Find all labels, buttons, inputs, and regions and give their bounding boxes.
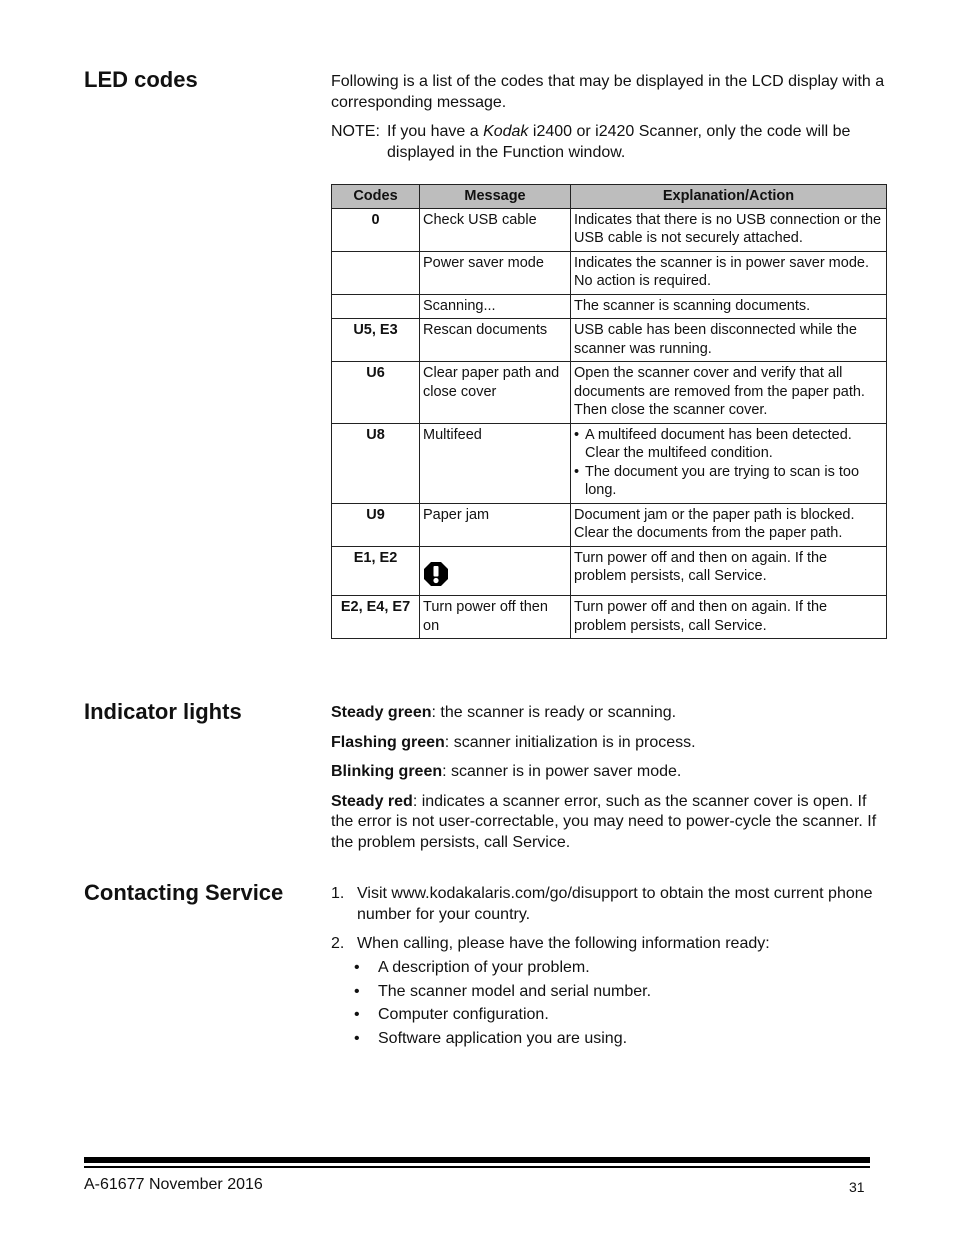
message-cell: Check USB cable (420, 208, 571, 251)
led-codes-table (331, 184, 887, 639)
note-label: NOTE: (331, 123, 380, 140)
explanation-bullet: • A multifeed document has been detected. Clear the multifeed condition. (574, 426, 852, 461)
message-cell: Scanning... (420, 294, 571, 319)
code-cell: U6 (332, 362, 420, 424)
indicator-term: Flashing green (331, 733, 445, 751)
table-row (332, 319, 887, 362)
indicator-term: Steady red (331, 792, 413, 810)
footer-doc-id: A-61677 November 2016 (84, 1176, 263, 1193)
header-explanation: Explanation/Action (571, 185, 887, 209)
table-row (332, 423, 887, 503)
indicator-item: Flashing green: scanner initialization is in process. (331, 733, 696, 751)
code-cell: 0 (332, 208, 420, 251)
explanation-cell: Indicates the scanner is in power saver mode. No action is required. (571, 251, 887, 294)
section-heading-led-codes: LED codes (84, 67, 198, 92)
explanation-cell: Indicates that there is no USB connection or the USB cable is not securely attached. (571, 208, 887, 251)
warning-exclamation-icon (423, 561, 449, 587)
led-codes-intro: Following is a list of the codes that may be displayed in the LCD display with a corresponding message. (331, 73, 885, 111)
bullet-dot: • (354, 959, 360, 976)
explanation-bullet: • The document you are trying to scan is too long. (574, 463, 860, 498)
section-heading-contacting-service: Contacting Service (84, 880, 284, 905)
header-message: Message (420, 185, 571, 209)
message-cell: Rescan documents (420, 319, 571, 362)
table-header-row (332, 185, 887, 209)
message-cell: Power saver mode (420, 251, 571, 294)
code-cell: U9 (332, 503, 420, 546)
message-cell: Clear paper path and close cover (420, 362, 571, 424)
note-text: If you have a Kodak i2400 or i2420 Scanner, only the code will be displayed in the Function window. (387, 123, 851, 161)
message-cell (420, 546, 571, 596)
table-row (332, 503, 887, 546)
table-row (332, 362, 887, 424)
indicator-item: Steady green: the scanner is ready or scanning. (331, 704, 677, 721)
code-cell: E1, E2 (332, 546, 420, 596)
bullet-dot: • (354, 983, 360, 1000)
bullet-dot: • (574, 426, 580, 443)
code-cell: E2, E4, E7 (332, 596, 420, 639)
step-text: Visit www.kodakalaris.com/go/disupport to obtain the most current phone number for your country. (357, 885, 873, 923)
table-row (332, 294, 887, 319)
code-cell: U5, E3 (332, 319, 420, 362)
explanation-cell: Turn power off and then on again. If the problem persists, call Service. (571, 596, 887, 639)
table-row (332, 596, 887, 639)
indicator-lights-list (331, 703, 891, 862)
header-codes: Codes (332, 185, 420, 209)
page-number: 31 (849, 1179, 865, 1195)
bullet-dot: • (574, 463, 580, 480)
explanation-cell: Open the scanner cover and verify that all documents are removed from the paper path. Then close the scanner cover. (571, 362, 887, 424)
code-cell (332, 251, 420, 294)
explanation-cell: Document jam or the paper path is blocked. Clear the documents from the paper path. (571, 503, 887, 546)
explanation-cell (571, 423, 887, 503)
table-row (332, 208, 887, 251)
message-cell: Turn power off then on (420, 596, 571, 639)
section-heading-indicator-lights: Indicator lights (84, 699, 242, 724)
step-number: 1. (331, 885, 345, 902)
bullet-dot: • (354, 1006, 360, 1023)
explanation-cell: The scanner is scanning documents. (571, 294, 887, 319)
footer-rule-thin (84, 1166, 870, 1168)
table-row (332, 251, 887, 294)
explanation-cell: USB cable has been disconnected while the scanner was running. (571, 319, 887, 362)
indicator-term: Blinking green (331, 763, 443, 780)
code-cell (332, 294, 420, 319)
step-number: 2. (331, 935, 345, 952)
step-text: When calling, please have the following information ready: (357, 935, 770, 952)
message-cell: Multifeed (420, 423, 571, 503)
brand-name: Kodak (483, 123, 529, 140)
code-cell: U8 (332, 423, 420, 503)
indicator-term: Steady green (331, 704, 432, 721)
bullet-dot: • (354, 1030, 360, 1047)
table-row (332, 546, 887, 596)
indicator-item: Blinking green: scanner is in power saver mode. (331, 763, 682, 780)
indicator-item: Steady red: indicates a scanner error, such as the scanner cover is open. If the error is not user-correctable, you may need to power-cycle the scanner. If the problem persists, call Service. (331, 792, 877, 851)
explanation-cell: Turn power off and then on again. If the problem persists, call Service. (571, 546, 887, 596)
message-cell: Paper jam (420, 503, 571, 546)
footer-rule-thick (84, 1157, 870, 1163)
